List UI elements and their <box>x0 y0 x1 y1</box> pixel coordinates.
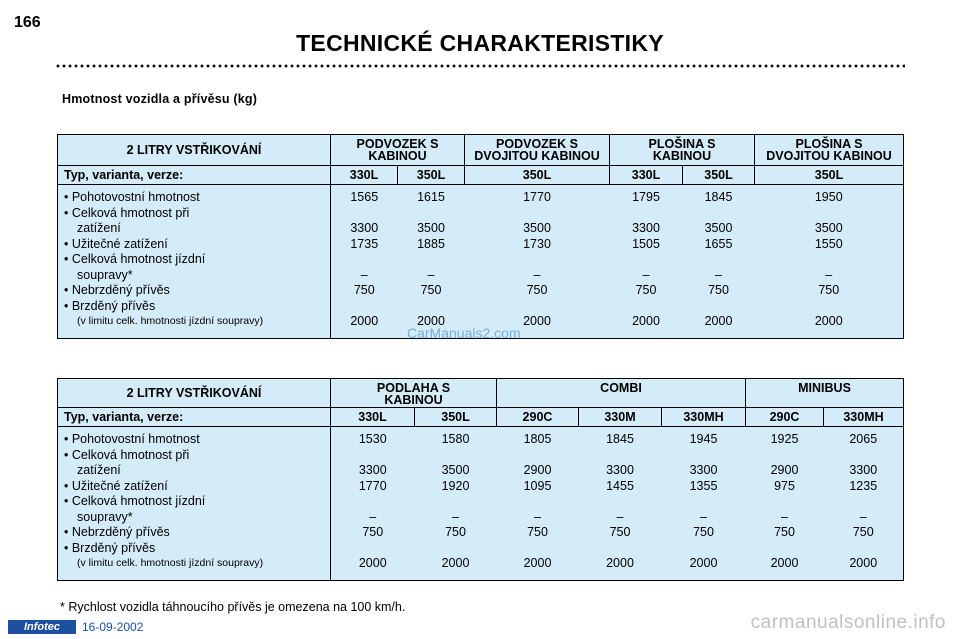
value-column: 1950 3500 1550 – 750 2000 <box>814 190 843 328</box>
variant-cell: 330M <box>579 408 662 427</box>
data-row <box>58 427 904 581</box>
value-column: 1805 2900 1095 – 750 2000 <box>523 432 552 570</box>
variant-cell: 330L <box>331 408 415 427</box>
value-column: 2065 3300 1235 – 750 2000 <box>849 432 878 570</box>
variant-cell: 350L <box>415 408 497 427</box>
value-column: 1945 3300 1355 – 750 2000 <box>689 432 718 570</box>
value-column: 1795 3300 1505 – 750 2000 <box>632 190 660 328</box>
variant-cell: 350L <box>398 166 465 185</box>
group-header-row <box>58 135 904 166</box>
variant-cell: 290C <box>497 408 579 427</box>
variant-label: Typ, varianta, verze: <box>58 166 331 185</box>
variant-cell: 350L <box>755 166 904 185</box>
watermark-text: carmanualsonline.info <box>750 612 946 633</box>
row-labels: • Pohotovostní hmotnost • Celková hmotnost při zatížení • Užitečné zatížení • Celková hmotnost jízdní soupravy* • Nebrzděný přívěs • Brzděný přívěs (v limitu celk. hmotnosti jízdní soupravy) <box>58 185 331 339</box>
brand-logo: Infotec <box>8 620 76 634</box>
variant-cell: 350L <box>465 166 610 185</box>
variant-row <box>58 166 904 185</box>
group-header: PODLAHA S KABINOU <box>331 379 497 408</box>
variant-cell: 350L <box>683 166 755 185</box>
page-title: TECHNICKÉ CHARAKTERISTIKY <box>296 30 664 56</box>
footnote: * Rychlost vozidla táhnoucího přívěs je omezena na 100 km/h. <box>60 600 406 614</box>
dotted-divider <box>55 64 905 68</box>
value-column: 1925 2900 975 – 750 2000 <box>770 432 799 570</box>
variant-cell: 330L <box>610 166 683 185</box>
value-column: 1615 3500 1885 – 750 2000 <box>417 190 445 328</box>
value-column: 1770 3500 1730 – 750 2000 <box>523 190 551 328</box>
value-column: 1845 3300 1455 – 750 2000 <box>606 432 634 570</box>
group-header: PODVOZEK S KABINOU <box>331 135 465 166</box>
print-date: 16-09-2002 <box>82 620 144 634</box>
value-column: 1530 3300 1770 – 750 2000 <box>358 432 387 570</box>
value-column: 1565 3300 1735 – 750 2000 <box>350 190 379 328</box>
weights-table-chassis <box>57 134 904 339</box>
group-header: PODVOZEK S DVOJITOU KABINOU <box>465 135 610 166</box>
engine-header: 2 LITRY VSTŘIKOVÁNÍ <box>58 379 331 408</box>
variant-cell: 290C <box>746 408 824 427</box>
section-subtitle: Hmotnost vozidla a přívěsu (kg) <box>62 92 258 106</box>
page-number: 166 <box>14 14 41 31</box>
group-header: MINIBUS <box>746 379 904 408</box>
variant-cell: 330MH <box>662 408 746 427</box>
data-row <box>58 185 904 339</box>
value-column: 1580 3500 1920 – 750 2000 <box>441 432 470 570</box>
weights-table-combi <box>57 378 904 581</box>
value-column: 1845 3500 1655 – 750 2000 <box>704 190 733 328</box>
engine-header: 2 LITRY VSTŘIKOVÁNÍ <box>58 135 331 166</box>
variant-row <box>58 408 904 427</box>
group-header: PLOŠINA S DVOJITOU KABINOU <box>755 135 904 166</box>
watermark-text: CarManuals2.com <box>407 325 521 341</box>
variant-cell: 330L <box>331 166 398 185</box>
variant-label: Typ, varianta, verze: <box>58 408 331 427</box>
group-header: PLOŠINA S KABINOU <box>610 135 755 166</box>
group-header: COMBI <box>497 379 746 408</box>
row-labels: • Pohotovostní hmotnost • Celková hmotnost při zatížení • Užitečné zatížení • Celková hmotnost jízdní soupravy* • Nebrzděný přívěs • Brzděný přívěs (v limitu celk. hmotnosti jízdní soupravy) <box>58 427 331 581</box>
variant-cell: 330MH <box>824 408 904 427</box>
group-header-row <box>58 379 904 408</box>
